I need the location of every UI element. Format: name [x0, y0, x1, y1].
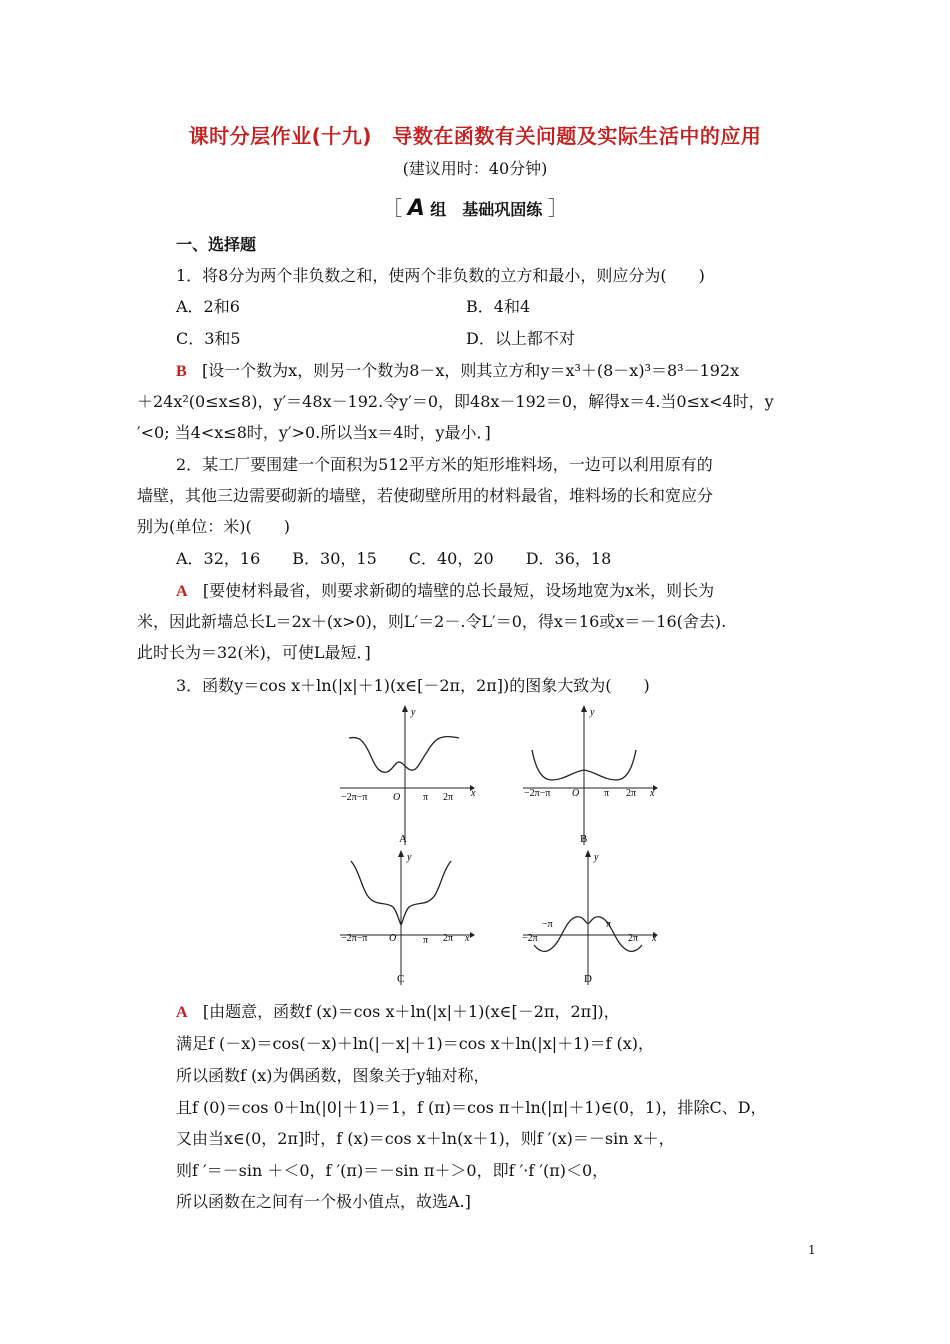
q1-answer: B — [176, 363, 187, 380]
q1-stem: 1．将8分为两个非负数之和，使两个非负数的立方和最小，则应分为( ) — [176, 266, 705, 285]
graph-a-x-label: x — [471, 788, 476, 799]
q1-solution-text1: [设一个数为x，则另一个数为8－x，则其立方和y＝x³＋(8－x)³＝8³－192x — [201, 361, 740, 380]
q2-solution-line2: 米，因此新墙总长L＝2x＋(x>0)，则L′＝2－.令L′＝0，得x＝16或x＝－16(舍去). — [137, 612, 727, 631]
graph-c-origin: O — [389, 933, 397, 944]
graph-a-y-label: y — [411, 707, 416, 718]
q1-solution-line2: ＋24x²(0≤x≤8)，y′＝48x－192.令y′＝0，即48x－192＝0，解得x＝4.当0≤x<4时，y — [137, 392, 774, 411]
q2-solution-text1: [要使材料最省，则要求新砌的墙壁的总长最短，设场地宽为x米，则长为 — [202, 581, 715, 600]
graph-d-label: D — [584, 973, 592, 985]
group-letter: A — [407, 196, 425, 221]
graph-d — [518, 845, 658, 990]
graph-b-tick-pi: π — [604, 788, 610, 799]
graph-d-tick-2pi: 2π — [628, 933, 639, 944]
page-number: 1 — [808, 1243, 816, 1257]
q3-answer: A — [176, 1004, 188, 1021]
graph-d-tick-negpi: −π — [542, 919, 553, 930]
graph-b-tick-2pi: 2π — [626, 788, 637, 799]
graph-c-tick-2pi: 2π — [443, 933, 454, 944]
graph-d-tick-pi: π — [606, 919, 612, 930]
graph-c — [335, 845, 475, 990]
graph-c-tick-pi: π — [423, 935, 429, 946]
graph-d-tick-neg2pi: −2π — [522, 933, 538, 944]
graph-d-y-label: y — [594, 852, 599, 863]
graph-d-x-label: x — [652, 933, 657, 944]
page-title: 课时分层作业(十九) 导数在函数有关问题及实际生活中的应用 — [188, 124, 762, 148]
suggested-time: (建议用时：40分钟) — [402, 159, 548, 178]
group-bracket-open: ［ — [382, 196, 403, 220]
q1-option-c: C．3和5 — [176, 329, 241, 348]
section-heading: 一、选择题 — [176, 235, 257, 254]
q1-option-d: D．以上都不对 — [466, 329, 575, 348]
q2-stem-line1: 2．某工厂要围建一个面积为512平方米的矩形堆料场，一边可以利用原有的 — [176, 455, 713, 474]
group-bracket-close: ］ — [547, 196, 568, 220]
graph-b-tick-neg: −2π−π — [524, 788, 551, 799]
q3-solution-line6: 则f ′＝－sin ＋＜0，f ′(π)＝－sin π＋＞0，即f ′·f ′(π)＜0， — [176, 1161, 609, 1180]
q2-solution-line1 — [176, 578, 714, 601]
graph-b — [518, 700, 658, 850]
graph-b-origin: O — [572, 788, 580, 799]
q1-option-b: B．4和4 — [466, 297, 531, 316]
graph-a-tick-pi: π — [423, 792, 429, 803]
q3-solution-text1: [由题意，函数f (x)＝cos x＋ln(|x|＋1)(x∈[－2π，2π])， — [202, 1002, 620, 1021]
graph-b-y-label: y — [590, 707, 595, 718]
q2-answer: A — [176, 583, 188, 600]
graph-a-tick-2pi: 2π — [443, 792, 454, 803]
q3-solution-line7: 所以函数在之间有一个极小值点，故选A.] — [176, 1192, 471, 1211]
q2-stem-line3: 别为(单位：米)( ) — [137, 517, 290, 536]
graph-a-origin: O — [393, 792, 401, 803]
graph-a — [335, 700, 475, 850]
q3-solution-line2: 满足f (－x)＝cos(－x)＋ln(|－x|＋1)＝cos x＋ln(|x|＋1)＝f (x)， — [176, 1034, 655, 1053]
q1-solution-line1 — [176, 358, 739, 381]
q1-solution-line3: ′<0; 当4<x≤8时，y′>0.所以当x＝4时，y最小．] — [137, 423, 491, 442]
q3-solution-line5: 又由当x∈(0，2π]时，f (x)＝cos x＋ln(x＋1)，则f ′(x)＝－sin x＋， — [176, 1129, 675, 1148]
graph-a-tick-neg: −2π−π — [341, 792, 368, 803]
graph-c-label: C — [397, 973, 405, 985]
q3-solution-line1 — [176, 999, 620, 1022]
q2-stem-line2: 墙壁，其他三边需要砌新的墙壁，若使砌壁所用的材料最省，堆料场的长和宽应分 — [137, 486, 714, 505]
graph-c-y-label: y — [407, 852, 412, 863]
graph-c-x-label: x — [465, 933, 470, 944]
graph-b-label: B — [580, 833, 588, 845]
group-label: 组 基础巩固练 — [430, 200, 543, 219]
q3-stem: 3．函数y＝cos x＋ln(|x|＋1)(x∈[－2π，2π])的图象大致为( ) — [176, 676, 650, 695]
q1-option-a: A．2和6 — [176, 297, 240, 316]
group-heading — [0, 192, 950, 221]
graph-c-tick-neg: −2π−π — [341, 933, 368, 944]
q3-solution-line3: 所以函数f (x)为偶函数，图象关于y轴对称， — [176, 1066, 490, 1085]
graph-a-label: A — [399, 833, 407, 845]
q3-solution-line4: 且f (0)＝cos 0＋ln(|0|＋1)＝1，f (π)＝cos π＋ln(|π|＋1)∈(0，1)，排除C、D， — [176, 1098, 767, 1117]
graph-b-x-label: x — [650, 788, 655, 799]
q2-solution-line3: 此时长为＝32(米)，可使L最短．] — [137, 643, 371, 662]
q2-options: A．32，16 B．30，15 C．40，20 D．36，18 — [176, 549, 612, 568]
